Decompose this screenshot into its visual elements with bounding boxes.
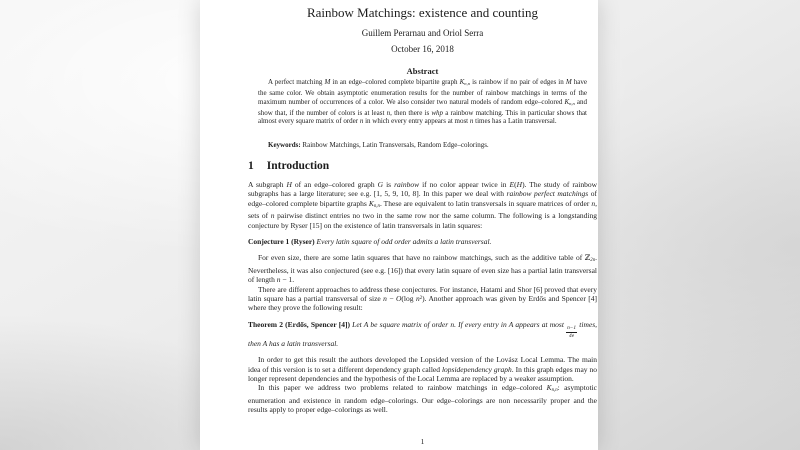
introduction-body	[248, 180, 597, 414]
paper-title: Rainbow Matchings: existence and counting	[306, 5, 539, 20]
paper-date: October 16, 2018	[391, 44, 454, 54]
abstract-text: A perfect matching M in an edge–colored complete bipartite graph $K_{n,n}$ is rainbow if no pair of edges in M have the same color. We obtain asymptotic enumeration results for the number of rainbow matchings in terms of the maximum number of occurrences of a color. We also consider two natural models of random edge–colored $K_{n,n}$ and show that, if the number of colors is at least n, then there is whp a rainbow matching. This in particular shows that almost every square matrix of order n in which every entry appears at most n times has a Latin transversal.	[258, 78, 588, 126]
section-title: Introduction	[266, 160, 330, 172]
paper-page	[200, 0, 598, 450]
section-number: 1	[248, 160, 254, 172]
paragraph: In this paper we address two problems related to rainbow matchings in edge–colored $K_{n,n}$: asymptotic enumeration and existence in random edge–colorings. Our edge–colorings are non necessarily proper and the results apply to proper edge–colorings as well.	[248, 383, 598, 415]
section-heading	[248, 160, 329, 172]
abstract-heading: Abstract	[406, 66, 439, 76]
paragraph: A subgraph H of an edge–colored graph G is rainbow if no color appear twice in E(H). The study of rainbow subgraphs has a large literature; see e.g. [1, 5, 9, 10, 8]. In this paper we deal with rainbow perfect matchings of edge–colored complete bipartite graphs $K_{n,n}$. These are equivalent to latin transversals in square matrices of order n, sets of n pairwise distinct entries no two in the same row nor the same column. The following is a longstanding conjecture by Ryser [15] on the existence of latin transversals in latin squares:	[248, 180, 598, 230]
paragraph: There are different approaches to address these conjectures. For instance, Hatami and Shor [6] proved that every latin square has a partial transversal of size n − O(log $n^2$). Another approach was given by Erdős and Spencer [4] where they prove the following result:	[248, 284, 598, 313]
paragraph: In order to get this result the authors developed the Lopsided version of the Lovász Local Lemma. The main idea of this version is to set a different dependency graph called lopsidependency graph. In this graph edges may no longer represent dependencies and the hypothesis of the Local Lemma are replaced by a weaker assumption.	[248, 355, 597, 383]
keywords-line: Keywords: Rainbow Matchings, Latin Transversals, Random Edge–colorings.	[268, 141, 489, 149]
paragraph: For even size, there are some latin squares that have no rainbow matchings, such as the additive table of ℤ$_{2n}$. Nevertheless, it was also conjectured (see e.g. [16]) that every latin square of even size has a partial latin transversal of length n − 1.	[248, 253, 597, 285]
theorem-block: Theorem 2 (Erdős, Spencer [4]) Let A be square matrix of order n. If every entry in A appears at most $\frac{n-1}{4e}$ times, then A has a latin transversal.	[248, 319, 597, 348]
page-number: 1	[420, 437, 425, 446]
paper-authors: Guillem Perarnau and Oriol Serra	[361, 28, 484, 38]
conjecture-block: Conjecture 1 (Ryser) Every latin square of odd order admits a latin transversal.	[248, 236, 492, 246]
